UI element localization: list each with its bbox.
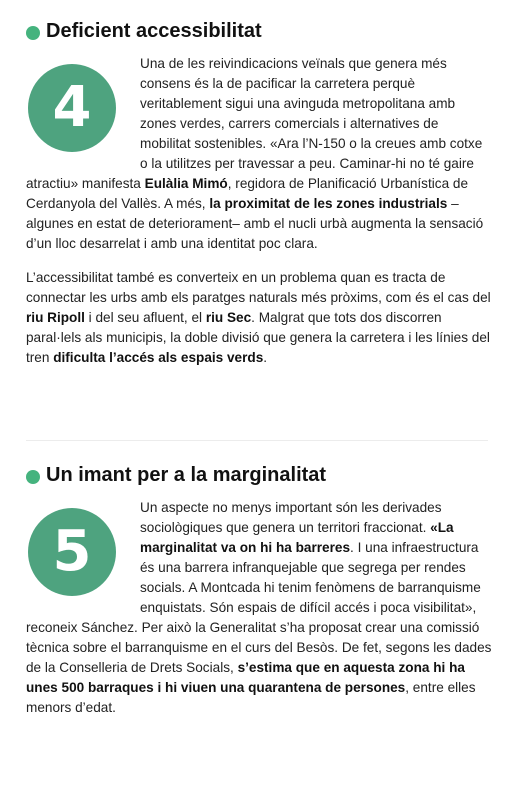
section-heading — [26, 18, 492, 44]
bold-text: «La marginalitat va on hi ha barreres — [140, 520, 454, 555]
text-run: Un aspecte no menys important són les derivades sociològiques que genera un territori fraccionat. — [140, 500, 442, 535]
bold-text: riu Ripoll — [26, 310, 85, 325]
bold-text: la proximitat de les zones industrials — [209, 196, 448, 211]
body-paragraph — [26, 268, 492, 368]
text-run: L’accessibilitat també es converteix en un problema quan es tracta de connectar les urbs amb els paratges naturals més pròxims, com és el cas del — [26, 270, 491, 305]
section-deficient-accessibilitat — [26, 18, 492, 368]
text-run: Una de les reivindicacions veïnals que genera més consens és la de pacificar la carretera perquè veritablement sigui una avinguda metropolitana amb zones verdes, carrers comercials i alternatives de mobilitat sostenibles. «Ara l’N-150 o la creues amb cotxe o la utilitzes per travessar a peu. Caminar-hi no té gaire atractiu» manifesta — [26, 56, 483, 191]
text-run: , entre elles menors d’edat. — [26, 680, 476, 715]
text-run: . I una infraestructura és una barrera infranquejable que segrega per rendes socials. A Montcada hi tenim fenòmens de barranquisme enquistats. Són espais de difícil accés i poca visibilitat», reconeix Sánchez. Per això la Generalitat s’ha proposat crear una comissió tècnica sobre el barranquisme en el curs del Besòs. De fet, segons les dades de la Conselleria de Drets Socials, — [26, 540, 492, 675]
section-title: Deficient accessibilitat — [46, 20, 262, 42]
bold-text: dificulta l’accés als espais verds — [53, 350, 264, 365]
text-run: i del seu afluent, el — [84, 310, 206, 325]
text-run: . — [263, 350, 268, 365]
bold-text: s’estima que en aquesta zona hi ha unes 500 barraques i hi viuen una quarantena de persones — [26, 660, 465, 695]
section-title: Un imant per a la marginalitat — [46, 464, 327, 486]
text-run: , regidora de Planificació Urbanística de Cerdanyola del Vallès. A més, — [26, 176, 469, 211]
green-dot-icon — [26, 26, 40, 40]
section-marginalitat — [26, 462, 492, 718]
number-badge: 5 — [28, 508, 116, 596]
section-divider — [26, 440, 488, 441]
green-dot-icon — [26, 470, 40, 484]
text-run: –algunes en estat de deteriorament– amb el nucli urbà augmenta la sensació d’un lloc desarrelat i amb una identitat poc clara. — [26, 196, 484, 251]
bold-text: Eulàlia Mimó — [144, 176, 228, 191]
section-heading — [26, 462, 492, 488]
text-run: . Malgrat que tots dos discorren paral·lels als municipis, la doble divisió que genera la carretera i les línies del tren — [26, 310, 490, 365]
number-badge: 4 — [28, 64, 116, 152]
bold-text: riu Sec — [205, 310, 252, 325]
